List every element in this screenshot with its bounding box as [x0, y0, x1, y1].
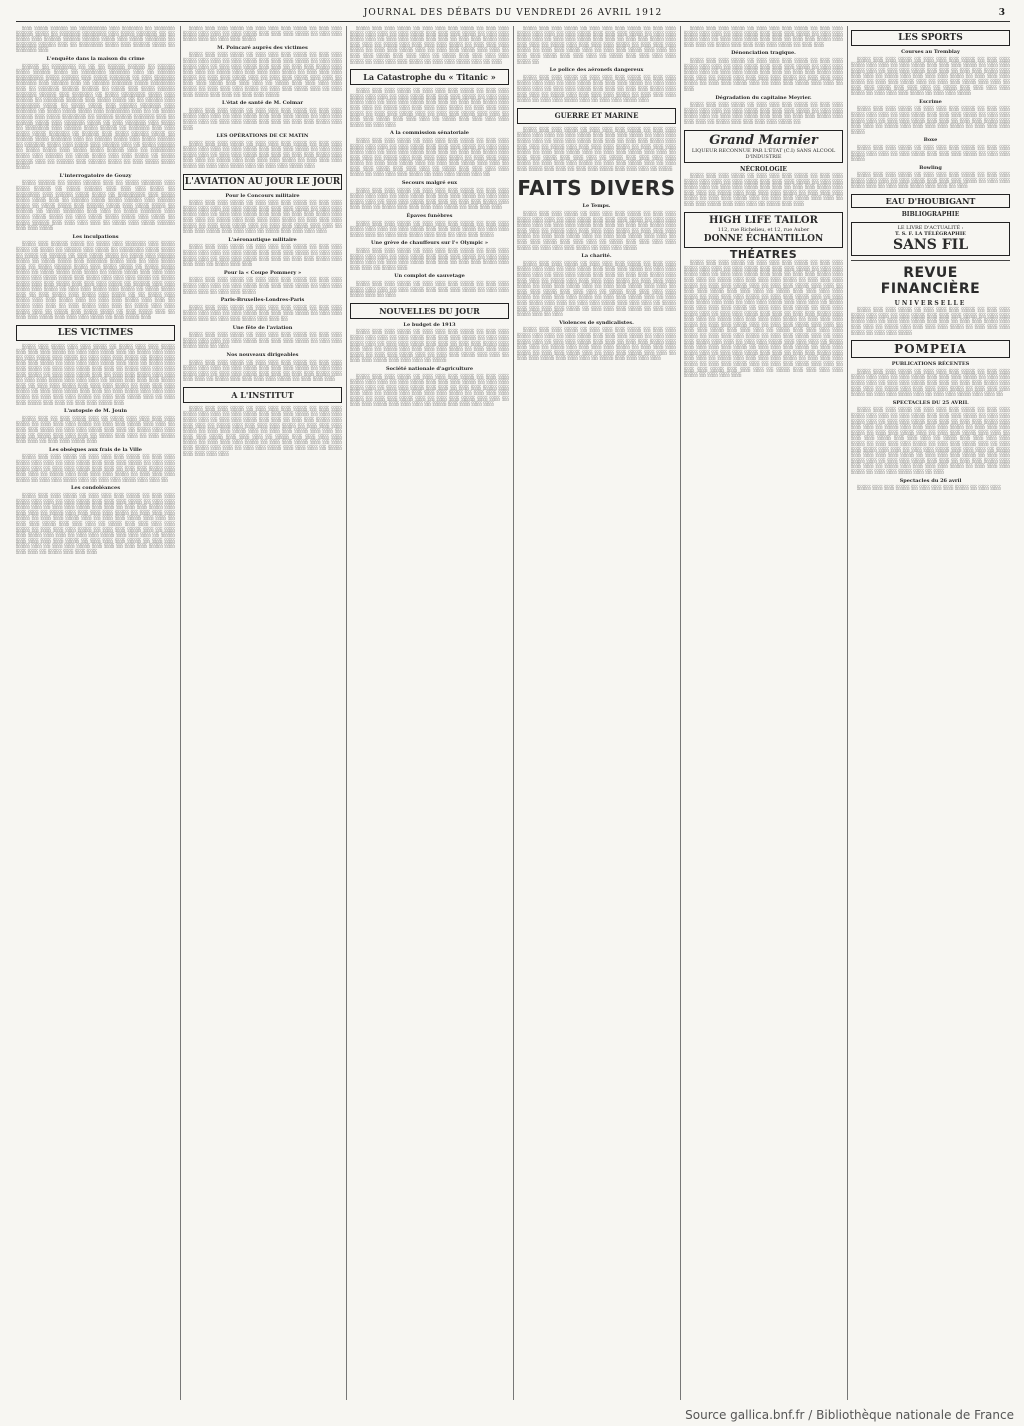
body-text: ░░░░ ░░░ ░░░ ░░░░ ░░ ░░░ ░░░ ░░░ ░░░░ ░░ ░░░ ░░░ ░░░░ ░░░ ░░░ ░░ ░░░ ░░░░ ░░░ ░░░ ░░░ ░░░░ ░░ ░░░ ░░░ ░░░░ ░░░ ░░ ░░░ ░░░ ░░░░ ░░░ ░░░ ░░ ░░░ ░░░ ░░░░ ░░░ ░░░ ░░░ ░░ ░░░░ ░░░ ░░░ ░░░ ░░░ ░░░░ ░░ ░░░ ░░░ ░░░ ░░░░ ░░ ░░░ ░░░ ░░░░ ░░░ ░░ ░░░ ░░░ ░░░░ ░░░ ░░░ ░░ ░░░ ░░░ ░░░░ ░░░ ░░░ ░░░ ░░ ░░░░ ░░░ ░░░ ░░░ ░░░ ░░░░ ░░ ░░░ ░░░ ░░░ ░░░░ ░░ ░░░ ░░░ ░░░░ ░░░ ░░ ░░░ ░░░ ░░░░ ░░░ ░░░ ░░ ░░░ ░░░ ░░░░ ░░░ ░░░ ░░░ ░░ ░░░░ ░░░ ░░░ ░░░ ░░░ ░░░░ ░░ ░░░ ░░░ ░░░ ░░░░ ░░ ░░░ ░░░ ░░░░ ░░░ ░░ ░░░ ░░░ ░░░░ ░░░ ░░░ ░░ ░░░ ░░░ ░░░░ ░░░ ░░░ ░░░ ░░ ░░░░ ░░░ ░░░ ░░░ — [16, 493, 175, 555]
body-text: ░░░░ ░░░ ░░░ ░░░░ ░░ ░░░ ░░░ ░░░ ░░░░ ░░ ░░░ ░░░ ░░░░ ░░░ ░░░ ░░ ░░░ ░░░░ ░░░ ░░░ ░░░ ░░░░ ░░ ░░░ ░░░ ░░░░ ░░░ ░░ ░░░ ░░░ ░░░░ ░░░ ░░░ ░░ ░░░ ░░░ ░░░░ ░░░ ░░░ ░░░ ░░ ░░░░ ░░░ ░░░ ░░░ ░░░ ░░░░ ░░ ░░░ ░░░ ░░░ ░░░░ ░░ ░░░ ░░░ ░░░░ ░░░ ░░ ░░░ ░░░ ░░░░ ░░░ ░░░ ░░ — [16, 455, 175, 483]
body-text: ░░░░ ░░░ ░░░░ ░░░ ░░░ ░░░░ ░░ ░░░░ ░░░ ░░░ ░░░░ ░░░ ░░░ ░░░ ░░░░ ░░ ░░░ ░░░ ░░░░ ░░░ ░░ ░░░░ ░░░ ░░░ ░░ ░░░ ░░░░ ░░░ ░░░░ ░░ ░░░ ░░░ ░░░ ░░░░ ░░ ░░░░ ░░░ ░░░ ░░░ ░░░░ ░░ ░░░ ░░░ ░░░ ░░░░ ░░░ ░░░ ░░ ░░░░ ░░░ ░░░ ░░░░ ░░ ░░░ ░░░ ░░░░ ░░░ ░░░ ░░ ░░░░ ░░░ ░░░ ░░░ ░░░ ░░░░ ░░ ░░░ ░░░ ░░░░ ░░░ ░░ ░░░ ░░░ ░░░░ ░░░ ░░░ ░░ ░░░ ░░░ ░░░░ ░░░ ░░░ ░░░ ░░ ░░░░ ░░░ ░░░ ░░░ ░░░░ ░░░ ░░ ░░░ ░░░ ░░░░ ░░░ ░░░ ░░░ ░░░░ ░░ ░░░ ░░░ ░░░ ░░░░ ░░ ░░░ ░░░ ░░░░ ░░░ ░░░ ░░ ░░░ ░░░░ ░░░ ░░░ ░░░ ░░░░ ░░ ░░░ ░░░ ░░░ ░░░░ ░░ ░░░ ░░░ ░░░░ ░░░ ░░ ░░░ ░░░ ░░░░ ░░░ ░░░ ░░ ░░░ ░░░ ░░░░ ░░░ — [16, 344, 175, 406]
ad-houbigant-text: EAU D'HOUBIGANT — [885, 196, 976, 207]
body-text: ░░░░ ░░░ ░░░ ░░░░ ░░ ░░░ ░░░ ░░░ ░░░░ ░░ ░░░ ░░░ ░░░░ ░░░ ░░░ ░░ ░░░ ░░░░ ░░░ ░░░ ░░░ ░░░░ ░░ ░░░ ░░░ ░░░░ ░░░ ░░ ░░░ ░░░ ░░░░ ░░░ ░░░ ░░ ░░░ ░░░ ░░░░ ░░░ ░░░ ░░░ ░░ ░░░░ ░░░ ░░░ ░░░ ░░░ ░░░░ ░░ ░░░ ░░░ ░░░ ░░░░ ░░ ░░░ ░░░ ░░░░ ░░░ ░░ ░░░ ░░░ ░░░░ ░░░ ░░░ ░░ ░░░ ░░░ ░░░░ ░░░ ░░░ ░░░ ░░ ░░░░ ░░░ ░░░ ░░░ ░░░ ░░░░ ░░ — [517, 26, 676, 65]
section-heading: L'interrogatoire de Gouzy — [59, 172, 132, 179]
body-text: ░░░░ ░░░ ░░░ ░░░░ ░░ ░░░ ░░░ ░░░ ░░░░ ░░ ░░░ ░░░ ░░░░ ░░░ ░░░ ░░ ░░░ ░░░░ ░░░ ░░░ ░░░ ░░░░ ░░ ░░░ ░░░ ░░░░ ░░░ ░░ ░░░ ░░░ ░░░░ ░░░ ░░░ ░░ ░░░ ░░░ ░░░░ ░░░ ░░░ ░░░ ░░ ░░░░ ░░░ ░░░ ░░░ ░░░ ░░░░ ░░ ░░░ ░░░ ░░░ ░░░░ ░░ ░░░ ░░░ ░░░░ ░░░ ░░ ░░░ ░░░ ░░░░ ░░░ ░░░ ░░ ░░░ ░░░ ░░░░ ░░░ ░░░ ░░░ ░░ ░░░░ ░░░ ░░░ ░░░ ░░░ ░░░░ ░░ ░░░ ░░░ ░░░ ░░░░ ░░ ░░░ ░░░ ░░░░ ░░░ ░░ ░░░ ░░░ ░░░░ ░░░ ░░░ ░░ ░░░ ░░░ ░░░░ ░░░ ░░░ ░░░ ░░ ░░░░ ░░░ ░░░ ░░░ ░░░ ░░░░ ░░ ░░░ ░░░ ░░░ ░░░░ ░░ ░░░ ░░░ ░░░░ ░░░ ░░ ░░░ — [517, 261, 676, 318]
body-text: ░░░░ ░░░ ░░░ ░░░░ ░░ ░░░ ░░░ ░░░ ░░░░ ░░ ░░░ ░░░ ░░░░ ░░░ ░░░ ░░ ░░░ ░░░░ ░░░ ░░░ ░░░ ░░░░ ░░ ░░░ ░░░ ░░░░ ░░░ ░░ ░░░ ░░░ ░░░░ ░░░ ░░░ ░░ ░░░ ░░░ ░░░░ ░░░ ░░░ ░░░ ░░ ░░░░ ░░░ ░░░ ░░░ ░░░ ░░░░ ░░ — [684, 103, 843, 125]
masthead — [16, 8, 1010, 22]
body-text: ░░░░ ░░░ ░░░ ░░░░ ░░ ░░░ ░░░ ░░░ ░░░░ ░░ ░░░ ░░░ ░░░░ ░░░ ░░░ ░░ ░░░ ░░░░ ░░░ ░░░ ░░░ ░░░░ ░░ ░░░ ░░░ ░░░░ ░░░ ░░ ░░░ ░░░ ░░░░ ░░░ ░░░ ░░ ░░░ ░░░ ░░░░ ░░░ ░░░ ░░░ ░░ ░░░░ ░░░ ░░░ ░░░ ░░░ ░░░░ ░░ ░░░ ░░░ ░░░ ░░░░ ░░ ░░░ ░░░ ░░░░ ░░░ ░░ ░░░ ░░░ ░░░░ ░░░ ░░░ ░░ ░░░ ░░░ ░░░░ ░░░ ░░░ ░░░ ░░ ░░░░ ░░░ ░░░ ░░░ ░░░ — [517, 328, 676, 362]
body-text: ░░░░ ░░░ ░░░ ░░░░ ░░ ░░░ ░░░ ░░░ ░░░░ ░░ ░░░ ░░░ ░░░░ ░░░ ░░░ ░░ ░░░ ░░░░ ░░░ ░░░ ░░░ ░░░░ ░░ ░░░ ░░░ ░░░░ ░░░ ░░ ░░░ — [350, 281, 509, 299]
body-text: ░░░░ ░░░ ░░ ░░░ ░░░░ ░░░ ░░ ░░░░ ░░░ ░░░ ░░░ ░░░ ░░░░ ░░ ░░░ ░░░ ░░░ ░░░░ ░░ ░░░ ░░░ ░░░░ ░░░ ░░░ ░░ ░░░ ░░░ ░░░░ ░░ ░░░ ░░░ ░░░░ ░░░ ░░░ ░░ ░░░░ ░░░ ░░░ ░░░ ░░ ░░░░ ░░░ ░░░ ░░░ ░░ ░░░░ ░░░ ░░░ ░░ ░░░ ░░░░ ░░░ ░░░ ░░ ░░░ ░░░ ░░░░ ░░░ — [16, 416, 175, 445]
section-heading: Dénonciation tragique. — [731, 50, 796, 57]
section-heading: Escrime — [919, 98, 942, 105]
body-text: ░░░░ ░░░ ░░░ ░░░░ ░░ ░░░ ░░░ ░░░ ░░░░ ░░ ░░░ ░░░ ░░░░ ░░░ ░░░ ░░ ░░░ ░░░░ ░░░ ░░░ ░░░ ░░░░ ░░ ░░░ ░░░ ░░░░ ░░░ ░░ ░░░ ░░░ ░░░░ ░░░ ░░░ ░░ ░░░ ░░░ ░░░░ ░░░ ░░░ ░░░ ░░ ░░░░ ░░░ ░░░ ░░░ ░░░ ░░░░ ░░ ░░░ ░░░ ░░░ ░░░░ ░░ ░░░ ░░░ ░░░░ ░░░ ░░ ░░░ ░░░ ░░░░ ░░░ ░░░ ░░ ░░░ ░░░ ░░░░ ░░░ ░░░ ░░░ ░░ ░░░░ ░░░ ░░░ ░░░ ░░░ ░░░░ ░░ ░░░ ░░░ ░░░ ░░░░ ░░ ░░░ ░░░ ░░░░ ░░░ ░░ — [350, 138, 509, 178]
column-3 — [350, 26, 509, 1400]
section-heading: La charité. — [581, 253, 612, 260]
body-text: ░░░░ ░░░ ░░░ ░░░░ ░░ ░░░ ░░░ ░░░ ░░░░ ░░ ░░░ ░░░ ░░░░ ░░░ ░░░ ░░ ░░░ ░░░░ ░░░ ░░░ ░░░ ░░░░ ░░ ░░░ ░░░ ░░░░ ░░░ ░░ ░░░ ░░░ ░░░░ ░░░ ░░░ ░░ ░░░ ░░░ ░░░░ ░░░ ░░░ ░░░ ░░ ░░░░ ░░░ ░░░ — [183, 245, 342, 268]
body-text: ░░░░ ░░░ ░░░ ░░░░ ░░ ░░░ ░░░ ░░░ ░░░░ ░░ ░░░ ░░░ ░░░░ ░░░ ░░░ ░░ ░░░ ░░░░ ░░░ ░░░ ░░░ ░░░░ ░░ ░░░ ░░░ ░░░░ ░░░ ░░ ░░░ ░░░ ░░░░ ░░░ ░░░ ░░ ░░░ ░░░ ░░░░ ░░░ ░░░ ░░░ ░░ ░░░░ ░░░ ░░░ ░░░ ░░░ ░░░░ ░░ ░░░ ░░░ ░░░ ░░░░ ░░ ░░░ ░░░ ░░░░ ░░░ ░░ ░░░ ░░░ ░░░░ ░░░ ░░░ ░░ ░░░ ░░░ ░░░░ ░░░ ░░░ ░░░ ░░ ░░░░ ░░░ ░░░ ░░░ ░░░ ░░░░ ░░ ░░░ ░░░ ░░░ ░░░░ ░░ ░░░ ░░░ ░░░░ ░░░ ░░ ░░░ ░░░ ░░░░ ░░░ ░░░ ░░ ░░░ ░░░ ░░░░ ░░░ ░░░ ░░░ ░░ ░░░░ ░░░ ░░░ ░░░ ░░░ ░░░░ ░░ ░░░ ░░░ ░░░ ░░░░ ░░ ░░░ ░░░ ░░░░ ░░░ ░░ ░░░ ░░░ ░░░░ ░░░ ░░░ ░░ ░░░ ░░░ ░░░░ ░░░ ░░░ ░░░ ░░ ░░░░ ░░░ ░░░ ░░░ ░░░ ░░░░ ░░ ░░░ ░░░ ░░░ ░░░░ ░░ ░░░ ░░░ ░░░░ ░░░ ░░ ░░░ — [851, 408, 1010, 475]
body-text: ░░░░ ░░░ ░░░ ░░░░ ░░ ░░░ ░░░ ░░░ ░░░░ ░░ ░░░ ░░░ ░░░░ ░░░ ░░░ ░░ ░░░ ░░░░ ░░░ ░░░ ░░░ ░░░░ ░░ ░░░ ░░░ ░░░░ ░░░ ░░ ░░░ ░░░ ░░░░ ░░░ ░░░ ░░ ░░░ ░░░ ░░░░ ░░░ ░░░ ░░░ ░░ ░░░░ ░░░ ░░░ ░░░ ░░░ ░░░░ ░░ ░░░ ░░░ ░░░ ░░░░ ░░ ░░░ ░░░ ░░░░ ░░░ ░░ ░░░ ░░░ ░░░░ ░░░ ░░░ ░░ ░░░ ░░░ ░░░░ ░░░ ░░░ ░░░ ░░ ░░░░ ░░░ ░░░ ░░░ ░░░ ░░░░ ░░ ░░░ ░░░ ░░░ ░░░░ ░░ ░░░ ░░░ ░░░░ ░░░ ░░ ░░░ ░░░ ░░░░ ░░░ ░░░ ░░ ░░░ ░░░ ░░░░ — [183, 53, 342, 98]
section-heading: Pour la « Coupe Pommery » — [223, 269, 302, 276]
section-title-sports: LES SPORTS — [851, 30, 1010, 46]
column-rule — [513, 26, 514, 1400]
section-heading: Les inculpations — [72, 233, 119, 240]
body-text: ░░░░ ░░░ ░░░ ░░░░ ░░ ░░░ ░░░ ░░░ ░░░░ ░░ ░░░ ░░░ ░░░░ ░░░ ░░░ ░░ ░░░ ░░░░ ░░░ ░░░ ░░░ ░░░░ ░░ ░░░ ░░░ ░░░░ ░░░ ░░ ░░░ ░░░ ░░░░ ░░░ ░░░ ░░ ░░░ ░░░ ░░░░ ░░░ ░░░ ░░░ ░░ ░░░░ ░░░ ░░░ ░░░ ░░░ ░░░░ ░░ ░░░ ░░░ ░░░ ░░░░ ░░ ░░░ ░░░ ░░░░ ░░░ ░░ ░░░ ░░░ ░░░░ ░░░ ░░░ ░░ ░░░ ░░░ ░░░░ ░░░ ░░░ ░░░ ░░ ░░░░ — [350, 330, 509, 364]
divider — [851, 260, 1010, 261]
body-text: ░░░░ ░░░ ░░░ ░░░░ ░░ ░░░ ░░░ ░░░ ░░░░ ░░ ░░░ ░░░ ░░░░ ░░░ ░░░ ░░ ░░░ ░░░░ ░░░ ░░░ ░░░ ░░░░ ░░ ░░░ ░░░ ░░░░ ░░░ ░░ ░░░ ░░░ ░░░░ ░░░ ░░░ ░░ ░░░ ░░░ ░░░░ ░░░ ░░░ ░░░ ░░ ░░░░ ░░░ ░░░ ░░░ ░░░ ░░░░ ░░ ░░░ ░░░ ░░░ ░░░░ ░░ ░░░ ░░░ ░░░░ ░░░ ░░ ░░░ ░░░ ░░░░ ░░░ ░░░ ░░ ░░░ ░░░ ░░░░ ░░░ ░░░ ░░░ ░░ ░░░░ ░░░ ░░░ ░░░ ░░░ — [350, 374, 509, 408]
section-heading: L'autopsie de M. Jouin — [63, 408, 127, 415]
ad-pompeia-name: POMPEIA — [894, 342, 967, 357]
masthead-title: JOURNAL DES DÉBATS DU VENDREDI 26 AVRIL 1912 — [363, 8, 663, 18]
section-title-theatres: THÉATRES — [729, 247, 798, 261]
body-text: ░░░░ ░░░ ░░░ ░░░░ ░░ ░░░ ░░░ ░░░ ░░░░ ░░ ░░░ ░░░ ░░░░ ░░░ ░░░ ░░ ░░░ ░░░░ ░░░ ░░░ ░░░ ░░░░ ░░ ░░░ ░░░ ░░░░ ░░░ ░░ ░░░ ░░░ ░░░░ — [183, 278, 342, 295]
page-number: 3 — [998, 8, 1006, 18]
body-text: ░░░░ ░░░ ░░░ ░░░░ ░░ ░░░ ░░░ ░░░ ░░░░ ░░ ░░░ ░░░ ░░░░ ░░░ ░░░ ░░ ░░░ ░░░░ ░░░ ░░░ ░░░ ░░░░ ░░ ░░░ ░░░ ░░░░ ░░░ ░░ ░░░ ░░░ ░░░░ ░░░ ░░░ ░░ ░░░ — [851, 173, 1010, 190]
section-heading: Pour le Concours militaire — [225, 192, 300, 199]
section-heading: M. Poincaré auprès des victimes — [217, 44, 308, 51]
ad-tailor-address: 112, rue Richelieu, et 12, rue Auber — [717, 226, 810, 233]
body-text: ░░░░ ░░░ ░░░ ░░░░ ░░ ░░░ ░░░ ░░░ ░░░░ ░░ ░░░ ░░░ ░░░░ ░░░ ░░░ ░░ ░░░ ░░░░ ░░░ ░░░ ░░░ ░░░░ ░░ ░░░ ░░░ ░░░░ ░░░ ░░ ░░░ ░░░ ░░░░ ░░░ ░░░ ░░ ░░░ ░░░ ░░░░ — [350, 221, 509, 238]
column-1 — [16, 26, 175, 1400]
column-rule — [680, 26, 681, 1400]
section-heading: Le budget de 1913 — [403, 321, 456, 328]
ad-tsf — [851, 222, 1010, 256]
ad-grand-marnier-name: Grand Marnier — [709, 132, 818, 148]
ad-grand-marnier-tagline: LIQUEUR RECONNUE PAR L'ÉTAT (C.I) SANS ALCOOL D'INDUSTRIE — [691, 147, 836, 160]
section-title-institut: A L'INSTITUT — [183, 387, 342, 403]
section-heading: Les obsèques aux frais de la Ville — [49, 446, 142, 453]
body-text: ░░░░ ░░░ ░░░ ░░░░ ░░ ░░░ ░░░ ░░░ ░░░░ ░░ ░░░ ░░░ ░░░░ ░░░ ░░░ ░░ ░░░ ░░░░ ░░░ ░░░ ░░░ ░░░░ ░░ ░░░ ░░░ ░░░░ ░░░ ░░ ░░░ ░░░ ░░░░ ░░░ ░░░ ░░ ░░░ ░░░ ░░░░ ░░░ ░░░ ░░░ ░░ ░░░░ ░░░ ░░░ ░░░ ░░░ ░░░░ ░░ ░░░ ░░░ ░░░ ░░░░ ░░ ░░░ ░░░ ░░░░ ░░░ ░░ ░░░ ░░░ ░░░░ ░░░ ░░░ ░░ ░░░ ░░░ ░░░░ ░░░ ░░░ ░░░ ░░ ░░░░ ░░░ ░░░ — [684, 174, 843, 208]
section-heading: Courses au Tremblay — [901, 49, 960, 55]
ad-tsf-line2: T. S. F. LA TÉLÉGRAPHIE — [895, 230, 966, 237]
body-text: ░░░░ ░░░ ░░░ ░░░░ ░░ ░░░ ░░░ ░░░ ░░░░ ░░ ░░░ ░░░ ░░░░ ░░░ ░░░ ░░ ░░░ ░░░░ ░░░ ░░░ ░░░ ░░░░ ░░ ░░░ ░░░ ░░░░ ░░░ ░░ ░░░ — [183, 333, 342, 350]
section-title-nouvelles: NOUVELLES DU JOUR — [350, 303, 509, 319]
body-text: ░░░░ ░░░ ░░░░░ ░░░░ ░░ ░░░░ ░░░ ░░░░░░ ░░░ ░░░░ ░░░░ ░░ ░░░░ ░░ ░░░░░ ░░░ ░░░░ ░░ ░░░░░░░ ░░░░ ░░░░ ░░ ░░░░ ░░ ░░░░░ ░░ ░░░ ░░░░ ░░░░ ░░ ░░░░ ░░░ ░░░░░ ░░░░ ░░ ░░░░ ░░░░ ░░░ ░░░░░░ ░░░░ ░░░ ░░ ░░░ ░░░░ ░░░ ░░ ░░░░ ░░░░░ ░░░░ ░░░ ░░░░ ░░░░ ░░ ░░░░ ░░░░ ░░░░ ░░ ░░░░ ░░░░ ░░░ ░░░░ ░░ ░░░░ ░░░░ ░░░ ░░░ ░░░ ░░░░ ░░░ ░░░░ ░░░░ ░░░ ░░░░ ░░░ ░░░ ░░░ ░░░░ ░░ ░░░░ ░░░░ ░░░ ░░░ ░░░░ ░░░ ░░░ ░░░ ░░░░ ░░ ░░░░░ ░░░ ░░░ ░░░░ ░░░ ░░░░ ░░ ░░░ ░░░ ░░░░ ░░░ ░░░░ ░░ ░░░░ ░░░░ ░░░ ░░ ░░░ ░░░░ ░░░ ░░░░ ░░░ ░░░░ ░░ ░░ ░░░░ ░░░ ░░░░ ░░░ ░░░ ░░░░ ░░░ ░░ ░░░ ░░░ ░░░░ ░░░ ░░░ ░░ ░░░░ ░░░ ░░░ ░░ ░░░ ░░░░ ░░░ ░░░ ░░ ░░░░ ░░░ ░░░ ░░░░ ░░░ ░░ ░░░░ ░░░ ░░░░ ░░░░ ░░ ░░░ ░░░░ ░░░ ░░ ░░░ ░░░ ░░░░ ░░░ ░░░ ░░░ ░░░░ ░░ ░░░ ░░░░ ░░░ — [16, 242, 175, 321]
body-text: ░░░░░ ░░ ░░░░░░░ ░░ ░░ ░░ ░░░░░ ░░░░░ ░░ ░░░░░ ░░░░ ░░░░░ ░░░░ ░░ ░░░░░░░ ░░░░░░ ░░░ ░░ ░░░░░ ░░░░░░░░ ░░░░ ░░░░░ ░░░ ░░░░ ░░░░░░ ░░ ░░░ ░░░░░░ ░░░░░░ ░░░ ░░░░░ ░░░ ░░ ░░░░░ ░░░░░░ ░░░░ ░░░░░░░ ░░░ ░░ ░░░░░░ ░░░░░ ░░░░░ ░░ ░░░░ ░░░ ░░░░ ░░░░░ ░░░░░░ ░░░░░ ░░░ ░░░░░░ ░░ ░░░░ ░░░░░░░ ░░░░ ░░░ ░░░░░ ░░ ░░░░░░ ░░░░░ ░░░ ░░░░ ░░░░ ░░ ░░ ░░░░░ ░░░ ░░░░░░░ ░░░░ ░░ ░░░░ ░░░░ ░░░ ░░░░░ ░░░░░░ ░░░ ░░░░░░ ░░ ░░░░ ░░░░ ░░░░ ░░░ ░░░░░░░ ░░░ ░░ ░░ ░░░░ ░░░░░ ░░░ ░░░░ ░░░░░░░ ░░ ░░░░░ ░░░░░ ░░░░░░ ░░░ ░░ ░░░░░ ░░░░ ░░░ ░░░░░░ ░░░░ ░░ ░░░ ░░░░░░ ░░░ ░░░░ ░░ ░░░░░░░ ░░░ ░░░░░ ░░░░ ░░░░░ ░░ ░░░░░░ ░░░ ░░░ ░░░░ ░░░░ ░░░░░░ ░░ ░░░░░ ░░░ ░░░░ ░░░░░ ░░░░ ░░ ░░░░░ ░░░░ ░░░░░░ ░░░ ░░ ░░░░░ ░░░░ ░░░ ░░░░ ░░░░░ ░░ ░░░░░░ ░░░░ ░░░ ░░░░ ░░░ ░░░░░ ░░░ ░░ ░░░░ ░░░░░ ░░ ░░░░ ░░░░ ░░░ ░░░░ ░░░░ ░░░░░ ░░░ ░░ ░░░░░░░ ░░░░ ░░░ ░░░░░ ░░ ░░░░ ░░░░ ░░░ ░░░ ░░░░ ░░ ░░░░ ░░░░░ ░░░ ░░ ░░░░░ ░░░ ░░░░░ ░░░░ ░░ ░░░ ░░░░ ░░░░ ░░░░ — [16, 64, 175, 171]
body-text: ░░░░ ░░░░░ ░░ ░░░░ ░░░░░ ░░░ ░░ ░░░░ ░░░░░░ ░░░ ░░░░ ░░░░░ ░░ ░░░░ ░░░░░ ░░░ ░░░ ░░░ ░░░░ ░░ ░░░░░░░ ░░░ ░░░░░ ░░░░ ░░░░ ░░ ░░░░░░░░ ░░░ ░░░░ ░░░░ ░░░░ ░░░ ░░ ░░░░░ ░░░░ ░░░░ ░░░░░ ░░░ ░░░░░ ░░░░ ░░ ░░░░ ░░░░ ░░░ ░░░░░ ░░░░ ░░░ ░░░░ ░░░░ ░░ ░░░░░ ░░ ░░░░ ░░░░░░ ░░░ ░░░ ░░ ░░░░ ░░░░░░ ░░░ ░░░░ ░░░░ ░░░░ ░░ ░░░ ░░░░ ░░░░ ░░░░ ░░░ ░░░░ ░░ ░░░░ ░░░░░ ░░░ ░░░ ░░░ ░░░ ░░ ░░░░ ░░░ ░░░░ ░░░░░ ░░░ ░░░ ░░░░ — [16, 181, 175, 232]
section-heading: Les condoléances — [70, 485, 121, 492]
section-heading: Une grève de chauffeurs sur l'« Olympic » — [370, 240, 489, 247]
section-title-titanic: La Catastrophe du « Titanic » — [350, 69, 509, 85]
column-2 — [183, 26, 342, 1400]
column-rule — [346, 26, 347, 1400]
ad-grand-marnier — [684, 130, 843, 163]
body-text: ░░░░ ░░░ ░░░ ░░░░ ░░ ░░░ ░░░ ░░░ ░░░░ ░░ ░░░ ░░░ ░░░░ ░░░ ░░░ ░░ ░░░ ░░░░ ░░░ ░░░ ░░░ ░░░░ ░░ ░░░ ░░░ ░░░░ ░░░ ░░ ░░░ ░░░ ░░░░ ░░░ ░░░ ░░ ░░░ ░░░ ░░░░ ░░░ ░░░ ░░░ ░░ ░░░░ ░░░ ░░░ ░░░ ░░░ ░░░░ ░░ ░░░ ░░░ — [684, 26, 843, 48]
body-text: ░░░░ ░░░ ░░░ ░░░░ ░░ ░░░ ░░░ ░░░ ░░░░ ░░ ░░░ ░░░ ░░░░ ░░░ ░░░ ░░ ░░░ ░░░░ ░░░ ░░░ ░░░ ░░░░ ░░ ░░░ ░░░ ░░░░ ░░░ ░░ ░░░ ░░░ ░░░░ ░░░ ░░░ ░░ ░░░ ░░░ ░░░░ ░░░ ░░░ ░░░ ░░ ░░░░ ░░░ ░░░ ░░░ ░░░ ░░░░ ░░ ░░░ ░░░ ░░░ ░░░░ ░░ ░░░ ░░░ ░░░░ — [851, 308, 1010, 336]
body-text: ░░░░ ░░░ ░░░ ░░░░ ░░ ░░░ ░░░ ░░░ ░░░░ ░░ ░░░ ░░░ ░░░░ ░░░ ░░░ ░░ ░░░ ░░░░ ░░░ ░░░ ░░░ ░░░░ ░░ ░░░ ░░░ ░░░░ ░░░ ░░ ░░░ ░░░ ░░░░ ░░░ ░░░ ░░ ░░░ ░░░ ░░░░ ░░░ ░░░ ░░░ ░░ ░░░░ ░░░ ░░░ ░░░ ░░░ ░░░░ ░░ ░░░ ░░░ ░░░ ░░░░ ░░ ░░░ ░░░ ░░░░ ░░░ ░░ ░░░ ░░░ ░░░░ ░░░ ░░░ ░░ ░░░ — [684, 58, 843, 92]
body-text: ░░░░ ░░░ ░░░ ░░░░ ░░ ░░░ ░░░ ░░░ ░░░░ ░░ ░░░ ░░░ ░░░░ ░░░ ░░░ ░░ ░░░ ░░░░ ░░░ ░░░ ░░░ ░░░░ ░░ ░░░ ░░░ ░░░░ ░░░ ░░ ░░░ ░░░ ░░░░ ░░░ ░░░ ░░ ░░░ ░░░ ░░░░ ░░░ ░░░ ░░░ ░░ ░░░░ ░░░ ░░░ ░░░ ░░░ ░░░░ ░░ ░░░ ░░░ ░░░ — [183, 360, 342, 383]
section-title-publications: PUBLICATIONS RÉCENTES — [891, 361, 970, 368]
body-text: ░░░ ░░░░ ░░░░░ ░░ ░░░░░░░░ ░░░ ░░░░░░ ░░ ░░░░░░ ░░░░░ ░░░░ ░░ ░░░░░░ ░░░░░░░ ░░░ ░░░░ ░░░░░░ ░░ ░░ ░░░░ ░░░ ░░░░░ ░░░░░ ░░░░░ ░░░░ ░░░ ░░░░ ░░░░░░ ░░ ░░░░░░ ░░░░░ ░░░ ░░ ░░░░░░░ ░░░░ ░░░ ░░░░░ ░░░░ ░░ ░░░░░░ ░░░ — [16, 26, 175, 54]
body-text: ░░░░ ░░░ ░░░ ░░░░ ░░ ░░░ ░░░ ░░░ ░░░░ ░░ ░░░ ░░░ — [857, 486, 1001, 492]
section-title-victimes: LES VICTIMES — [16, 325, 175, 341]
body-text: ░░░░ ░░░ ░░░ ░░░░ ░░ ░░░ ░░░ ░░░ ░░░░ ░░ ░░░ ░░░ ░░░░ ░░░ ░░░ ░░ ░░░ ░░░░ ░░░ ░░░ ░░░ ░░░░ ░░ ░░░ ░░░ ░░░░ ░░░ ░░ ░░░ ░░░ ░░░░ ░░░ ░░░ ░░ ░░░ ░░░ ░░░░ ░░░ ░░░ ░░░ ░░ ░░░░ ░░░ ░░░ ░░░ ░░░ ░░░░ ░░ ░░░ ░░░ ░░░ ░░░░ ░░ ░░░ ░░░ ░░░░ ░░░ ░░ ░░░ ░░░ ░░░░ ░░░ ░░░ ░░ ░░░ ░░░ ░░░░ ░░░ ░░░ ░░░ ░░ ░░░░ ░░░ ░░░ ░░░ ░░░ ░░░░ ░░ ░░░ ░░░ ░░░ ░░░░ ░░ ░░░ ░░░ ░░░░ ░░░ ░░ ░░░ — [350, 26, 509, 65]
column-5 — [684, 26, 843, 1400]
section-title-aviation: L'AVIATION AU JOUR LE JOUR — [183, 174, 342, 190]
section-heading: Le Temps. — [582, 203, 611, 210]
section-heading: L'état de santé de M. Colmar — [222, 100, 303, 107]
ad-tsf-line1: LE LIVRE D'ACTUALITÉ : — [897, 224, 964, 231]
section-title-guerre: GUERRE ET MARINE — [517, 108, 676, 124]
ad-revue-financiere-title: REVUE FINANCIÈRE — [880, 264, 981, 297]
ad-tailor-line: DONNE ÉCHANTILLON — [703, 233, 824, 244]
body-text: ░░░░ ░░░ ░░░ ░░░░ ░░ ░░░ ░░░ ░░░ ░░░░ ░░ ░░░ ░░░ ░░░░ ░░░ ░░░ ░░ ░░░ ░░░░ ░░░ ░░░ ░░░ ░░░░ ░░ ░░░ ░░░ ░░░░ ░░░ ░░ ░░░ ░░░ ░░░░ ░░░ ░░░ ░░ ░░░ ░░░ ░░░░ ░░░ ░░░ ░░░ ░░ ░░░░ ░░░ — [350, 249, 509, 271]
body-text: ░░░░ ░░░ ░░░ ░░░░ ░░ ░░░ ░░░ ░░░ ░░░░ ░░ ░░░ ░░░ ░░░░ ░░░ ░░░ ░░ ░░░ ░░░░ ░░░ ░░░ ░░░ ░░░░ ░░ ░░░ ░░░ ░░░░ ░░░ ░░ ░░░ ░░░ ░░░░ ░░░ ░░░ ░░ ░░░ ░░░ ░░░░ ░░░ ░░░ ░░░ ░░ ░░░░ ░░░ ░░░ ░░░ ░░░ ░░░░ ░░ ░░░ ░░░ ░░░ ░░░░ ░░ ░░░ ░░░ ░░░░ ░░░ ░░ ░░░ ░░░ ░░░░ ░░░ ░░░ ░░ ░░░ ░░░ ░░░░ ░░░ ░░░ ░░░ ░░ ░░░░ ░░░ ░░░ ░░░ ░░░ ░░░░ ░░ ░░░ ░░░ ░░░ ░░░░ ░░ ░░░ ░░░ ░░░░ — [851, 57, 1010, 97]
source-footer: Source gallica.bnf.fr / Bibliothèque nationale de France — [685, 1408, 1014, 1422]
body-text: ░░░░ ░░░ ░░░ ░░░░ ░░ ░░░ ░░░ ░░░ ░░░░ ░░ ░░░ ░░░ ░░░░ ░░░ ░░░ ░░ ░░░ ░░░░ ░░░ ░░░ ░░░ ░░░░ ░░ ░░░ ░░░ ░░░░ ░░░ ░░ ░░░ ░░░ ░░░░ ░░░ ░░░ ░░ ░░░ ░░░ ░░░░ ░░░ ░░░ ░░░ ░░ ░░░░ ░░░ ░░░ ░░░ ░░░ ░░░░ ░░ ░░░ ░░░ ░░░ ░░░░ ░░ ░░░ ░░░ ░░░░ ░░░ ░░ ░░░ ░░░ ░░░░ ░░░ — [183, 141, 342, 170]
section-heading: L'enquête dans la maison du crime — [46, 55, 145, 62]
body-text: ░░░░ ░░░ ░░░ ░░░░ ░░ ░░░ ░░░ ░░░ ░░░░ ░░ ░░░ ░░░ ░░░░ ░░░ ░░░ ░░ ░░░ ░░░░ ░░░ ░░░ ░░░ ░░░░ ░░ ░░░ ░░░ ░░░░ ░░░ ░░ ░░░ ░░░ ░░░░ ░░░ ░░░ ░░ ░░░ ░░░ ░░░░ ░░░ ░░░ ░░░ ░░ ░░░░ ░░░ ░░░ ░░░ ░░░ ░░░░ ░░ ░░░ ░░░ ░░░ ░░░░ ░░ ░░░ ░░░ ░░░░ ░░░ ░░ ░░░ ░░░ ░░░░ ░░░ ░░░ ░░ ░░░ ░░░ ░░░░ ░░░ ░░░ ░░░ ░░ ░░░░ ░░░ ░░░ ░░░ ░░░ ░░░░ ░░ ░░░ ░░░ — [350, 89, 509, 128]
body-text: ░░░░ ░░░ ░░░ ░░░░ ░░ ░░░ ░░░ ░░░ ░░░░ ░░ ░░░ ░░░ ░░░░ ░░░ ░░░ ░░ ░░░ ░░░░ ░░░ ░░░ ░░░ ░░░░ ░░ ░░░ ░░░ ░░░░ ░░░ ░░ ░░░ ░░░ ░░░░ — [183, 26, 342, 43]
section-heading: LES OPÉRATIONS DE CE MATIN — [216, 133, 309, 140]
body-text: ░░░░ ░░░ ░░░ ░░░░ ░░ ░░░ ░░░ ░░░ ░░░░ ░░ ░░░ ░░░ ░░░░ ░░░ ░░░ ░░ ░░░ ░░░░ ░░░ ░░░ ░░░ ░░░░ ░░ ░░░ ░░░ ░░░░ ░░░ ░░ ░░░ ░░░ ░░░░ ░░░ ░░░ ░░ ░░░ ░░░ ░░░░ ░░░ ░░░ ░░░ ░░ ░░░░ ░░░ ░░░ ░░░ ░░░ ░░░░ ░░ ░░░ ░░░ ░░░ ░░░░ ░░ ░░░ ░░░ ░░░░ ░░░ ░░ ░░░ ░░░ ░░░░ ░░░ ░░░ ░░ ░░░ ░░░ ░░░░ ░░░ ░░░ ░░░ ░░ ░░░░ ░░░ ░░░ ░░░ ░░░ ░░░░ ░░ ░░░ ░░░ ░░░ ░░░░ ░░ ░░░ ░░░ ░░░░ ░░░ ░░ ░░░ ░░░ ░░░░ ░░░ ░░░ ░░ ░░░ ░░░ ░░░░ ░░░ ░░░ ░░░ ░░ ░░░░ ░░░ ░░░ ░░░ ░░░ — [183, 406, 342, 457]
ad-pompeia — [851, 340, 1010, 358]
section-title-spectacles-26: Spectacles du 26 avril — [899, 477, 962, 484]
ad-revue-financiere-subtitle: UNIVERSELLE — [894, 299, 967, 307]
column-4 — [517, 26, 676, 1400]
body-text: ░░░░ ░░░ ░░░ ░░░░ ░░ ░░░ ░░░ ░░░ ░░░░ ░░ ░░░ ░░░ ░░░░ ░░░ ░░░ ░░ ░░░ ░░░░ ░░░ ░░░ ░░░ ░░░░ ░░ ░░░ ░░░ ░░░░ ░░░ ░░ ░░░ ░░░ ░░░░ ░░░ ░░░ ░░ ░░░ ░░░ ░░░░ ░░░ ░░░ ░░░ ░░ ░░░░ ░░░ ░░░ ░░░ ░░░ ░░░░ ░░ ░░░ ░░░ ░░░ ░░░░ ░░ ░░░ ░░░ ░░░░ ░░░ ░░ ░░░ ░░░ ░░░░ ░░░ — [517, 75, 676, 104]
section-heading: Dégradation du capitaine Meyrier. — [715, 94, 812, 101]
section-heading: L'aéronautique militaire — [228, 236, 297, 243]
section-heading: Bowling — [919, 164, 942, 171]
body-text: ░░░░ ░░░ ░░░ ░░░░ ░░ ░░░ ░░░ ░░░ ░░░░ ░░ ░░░ ░░░ ░░░░ ░░░ ░░░ ░░ ░░░ ░░░░ ░░░ ░░░ ░░░ ░░░░ ░░ ░░░ ░░░ ░░░░ ░░░ ░░ ░░░ ░░░ ░░░░ ░░░ ░░░ ░░ ░░░ ░░░ ░░░░ ░░░ ░░░ ░░░ ░░ ░░░░ ░░░ ░░░ ░░░ ░░░ ░░░░ ░░ ░░░ ░░░ ░░░ ░░░░ — [851, 107, 1010, 135]
body-text: ░░░░ ░░░ ░░░ ░░░░ ░░ ░░░ ░░░ ░░░ ░░░░ ░░ ░░░ ░░░ ░░░░ ░░░ ░░░ ░░ ░░░ ░░░░ ░░░ ░░░ ░░░ ░░░░ ░░ ░░░ ░░░ ░░░░ ░░░ ░░ ░░░ ░░░ ░░░░ ░░░ ░░░ ░░ ░░░ ░░░ ░░░░ ░░░ ░░░ ░░░ ░░ ░░░░ ░░░ ░░░ ░░░ ░░░ ░░░░ ░░ ░░░ ░░░ ░░░ ░░░░ ░░ ░░░ ░░░ ░░░░ ░░░ ░░ ░░░ ░░░ ░░░░ ░░░ ░░░ ░░ ░░░ ░░░ ░░░░ ░░░ ░░░ ░░░ ░░ ░░░░ ░░░ ░░░ ░░░ ░░░ ░░░░ ░░ ░░░ ░░░ ░░░ ░░░░ ░░ ░░░ ░░░ ░░░░ ░░░ ░░ ░░░ ░░░ ░░░░ ░░░ ░░░ ░░ ░░░ ░░░ ░░░░ ░░░ ░░░ ░░░ ░░ ░░░░ — [517, 127, 676, 172]
body-text: ░░░░ ░░░ ░░░ ░░░░ ░░ ░░░ ░░░ ░░░ ░░░░ ░░ ░░░ ░░░ ░░░░ ░░░ ░░░ ░░ ░░░ ░░░░ ░░░ ░░░ ░░░ ░░░░ ░░ ░░░ ░░░ ░░░░ — [851, 145, 1010, 163]
ad-houbigant — [851, 194, 1010, 208]
body-text: ░░░░ ░░░ ░░░ ░░░░ ░░ ░░░ ░░░ ░░░ ░░░░ ░░ ░░░ ░░░ ░░░░ ░░░ ░░░ ░░ ░░░ ░░░░ ░░░ ░░░ ░░░ ░░░░ ░░ ░░░ ░░░ ░░░░ ░░░ ░░ ░░░ ░░░ ░░░░ ░░░ ░░░ ░░ ░░░ ░░░ ░░░░ ░░░ ░░░ ░░░ ░░ ░░░░ ░░░ ░░░ ░░░ ░░░ ░░░░ ░░ ░░░ ░░░ ░░░ ░░░░ ░░ ░░░ ░░░ ░░░░ ░░░ ░░ ░░░ ░░░ ░░░░ ░░░ ░░░ ░░ ░░░ ░░░ ░░░░ ░░░ ░░░ ░░░ ░░ ░░░░ ░░░ ░░░ ░░░ ░░░ — [183, 201, 342, 235]
section-title-spectacles: SPECTACLES DU 25 AVRIL — [892, 399, 969, 406]
section-heading: Boxe — [923, 137, 938, 144]
section-heading: Paris-Bruxelles-Londres-Paris — [220, 297, 305, 304]
section-heading: Secours malgré eux — [401, 180, 458, 187]
body-text: ░░░░ ░░░ ░░░ ░░░░ ░░ ░░░ ░░░ ░░░ ░░░░ ░░ ░░░ ░░░ ░░░░ ░░░ ░░░ ░░ ░░░ ░░░░ ░░░ ░░░ ░░░ ░░░░ ░░ ░░░ ░░░ ░░░░ ░░░ ░░ ░░░ ░░░ ░░░░ ░░░ ░░░ ░░ ░░░ ░░░ ░░░░ ░░░ ░░░ ░░░ ░░ ░░░░ ░░░ ░░░ ░░░ ░░░ ░░░░ ░░ ░░░ ░░░ ░░░ ░░░░ ░░ ░░░ ░░░ ░░░░ ░░░ ░░ ░░░ ░░░ ░░░░ ░░░ ░░░ ░░ ░░░ ░░░ ░░░░ ░░░ ░░░ ░░░ ░░ ░░░░ ░░░ ░░░ ░░░ ░░░ ░░░░ ░░ ░░░ ░░░ ░░░ ░░░░ ░░ ░░░ ░░░ ░░░░ — [517, 212, 676, 251]
body-text: ░░░░ ░░░ ░░░ ░░░░ ░░ ░░░ ░░░ ░░░ ░░░░ ░░ ░░░ ░░░ ░░░░ ░░░ ░░░ ░░ ░░░ ░░░░ ░░░ ░░░ ░░░ ░░░░ ░░ ░░░ ░░░ ░░░░ ░░░ ░░ ░░░ ░░░ ░░░░ ░░░ ░░░ ░░ ░░░ ░░░ ░░░░ ░░░ ░░░ ░░░ ░░ ░░░░ ░░░ ░░░ ░░░ ░░░ ░░░░ ░░ ░░░ ░░░ ░░░ — [350, 188, 509, 211]
section-heading: Épaves funèbres — [406, 213, 453, 220]
body-text: ░░░░ ░░░ ░░░ ░░░░ ░░ ░░░ ░░░ ░░░ ░░░░ ░░ ░░░ ░░░ ░░░░ ░░░ ░░░ ░░ ░░░ ░░░░ ░░░ ░░░ ░░░ ░░░░ ░░ ░░░ ░░░ ░░░░ ░░░ ░░ ░░░ ░░░ ░░░░ ░░░ ░░░ ░░ ░░░ ░░░ ░░░░ ░░░ ░░░ ░░░ ░░ ░░░░ ░░░ ░░░ ░░░ ░░░ ░░░░ ░░ ░░░ ░░░ ░░░ ░░░░ ░░ ░░░ ░░░ ░░░░ ░░░ ░░ ░░░ ░░░ ░░░░ ░░░ ░░░ ░░ ░░░ ░░░ ░░░░ ░░░ ░░░ ░░░ ░░ ░░░░ ░░░ ░░░ ░░░ ░░░ ░░░░ ░░ ░░░ ░░░ ░░░ ░░░░ ░░ ░░░ ░░░ ░░░░ ░░░ ░░ ░░░ ░░░ ░░░░ ░░░ ░░░ ░░ ░░░ ░░░ ░░░░ ░░░ ░░░ ░░░ ░░ ░░░░ ░░░ ░░░ ░░░ ░░░ ░░░░ ░░ ░░░ ░░░ ░░░ ░░░░ ░░ ░░░ ░░░ ░░░░ ░░░ ░░ ░░░ ░░░ ░░░░ ░░░ ░░░ ░░ ░░░ ░░░ ░░░░ ░░░ ░░░ ░░░ ░░ ░░░░ ░░░ ░░░ ░░░ ░░░ ░░░░ ░░ ░░░ ░░░ ░░░ ░░░░ ░░ ░░░ ░░░ ░░░░ ░░░ ░░ ░░░ ░░░ ░░░░ ░░░ ░░░ ░░ ░░░ ░░░ ░░░░ ░░░ ░░░ ░░░ ░░ ░░░░ ░░░ ░░░ ░░░ ░░░ ░░░░ ░░ ░░░ ░░░ ░░░ ░░░░ ░░ ░░░ ░░░ ░░░░ ░░░ ░░ ░░░ ░░░ ░░░░ ░░░ ░░░ ░░ ░░░ ░░░ ░░░░ ░░░ ░░░ ░░░ ░░ ░░░░ ░░░ ░░░ ░░░ ░░░ ░░░░ ░░ ░░░ ░░░ ░░░ ░░░░ ░░ ░░░ ░░░ ░░░░ ░░░ ░░ ░░░ ░░░ ░░░░ ░░░ ░░░ ░░ ░░░ ░░░ ░░░░ ░░░ ░░░ ░░░ ░░ ░░░░ ░░░ ░░░ ░░░ ░░░ ░░░░ ░░ ░░░ ░░░ ░░░ ░░░░ ░░ ░░░ ░░░ ░░░░ ░░░ ░░ ░░░ ░░░ ░░░░ ░░░ ░░░ ░░ ░░░ ░░░ ░░░░ ░░░ ░░░ ░░░ ░░ ░░░░ ░░░ ░░░ ░░░ ░░░ ░░░░ ░░ ░░░ ░░░ ░░░ — [684, 261, 843, 379]
section-heading: Violences de syndicalistes. — [559, 319, 634, 326]
ad-tsf-line3: SANS FIL — [892, 236, 969, 253]
body-text: ░░░░ ░░░ ░░░ ░░░░ ░░ ░░░ ░░░ ░░░ ░░░░ ░░ ░░░ ░░░ ░░░░ ░░░ ░░░ ░░ ░░░ ░░░░ ░░░ ░░░ ░░░ ░░░░ ░░ ░░░ ░░░ ░░░░ ░░░ ░░ ░░░ ░░░ ░░░░ ░░░ ░░░ ░░ — [183, 305, 342, 322]
section-title-necrologie: NÉCROLOGIE — [740, 165, 787, 173]
column-rule — [180, 26, 181, 1400]
section-heading: Le police des aéronefs dangereux — [549, 67, 644, 74]
section-heading: Société nationale d'agriculture — [385, 365, 474, 372]
section-heading: A la commission sénatoriale — [390, 130, 469, 137]
column-6 — [851, 26, 1010, 1400]
section-heading: Un complot de sauvetage — [394, 273, 465, 280]
body-text: ░░░░ ░░░ ░░░ ░░░░ ░░ ░░░ ░░░ ░░░ ░░░░ ░░ ░░░ ░░░ ░░░░ ░░░ ░░░ ░░ ░░░ ░░░░ ░░░ ░░░ ░░░ ░░░░ ░░ ░░░ ░░░ ░░░░ ░░░ ░░ ░░░ ░░░ ░░░░ ░░░ ░░░ ░░ ░░░ ░░░ ░░░░ ░░░ ░░░ ░░░ ░░ ░░░░ ░░░ ░░░ ░░░ ░░░ ░░░░ ░░ ░░░ ░░░ ░░░ ░░░░ ░░ ░░░ ░░░ ░░░░ ░░░ ░░ ░░░ ░░░ ░░░░ ░░░ ░░░ ░░ — [851, 369, 1010, 398]
section-title-faits-divers: FAITS DIVERS — [517, 176, 676, 201]
ad-tailor-name: HIGH LIFE TAILOR — [709, 214, 818, 226]
section-heading: Une fête de l'aviation — [232, 324, 293, 331]
body-text: ░░░░ ░░░ ░░░ ░░░░ ░░ ░░░ ░░░ ░░░ ░░░░ ░░ ░░░ ░░░ ░░░░ ░░░ ░░░ ░░ ░░░ ░░░░ ░░░ ░░░ ░░░ ░░░░ ░░ ░░░ ░░░ ░░░░ ░░░ ░░ ░░░ ░░░ ░░░░ ░░░ ░░░ ░░ ░░░ ░░░ ░░░░ ░░░ ░░░ — [183, 108, 342, 131]
section-heading: Nos nouveaux dirigeables — [226, 351, 299, 358]
column-rule — [847, 26, 848, 1400]
ad-high-life-tailor — [684, 212, 843, 248]
section-title-bibliographie: BIBLIOGRAPHIE — [901, 211, 960, 219]
